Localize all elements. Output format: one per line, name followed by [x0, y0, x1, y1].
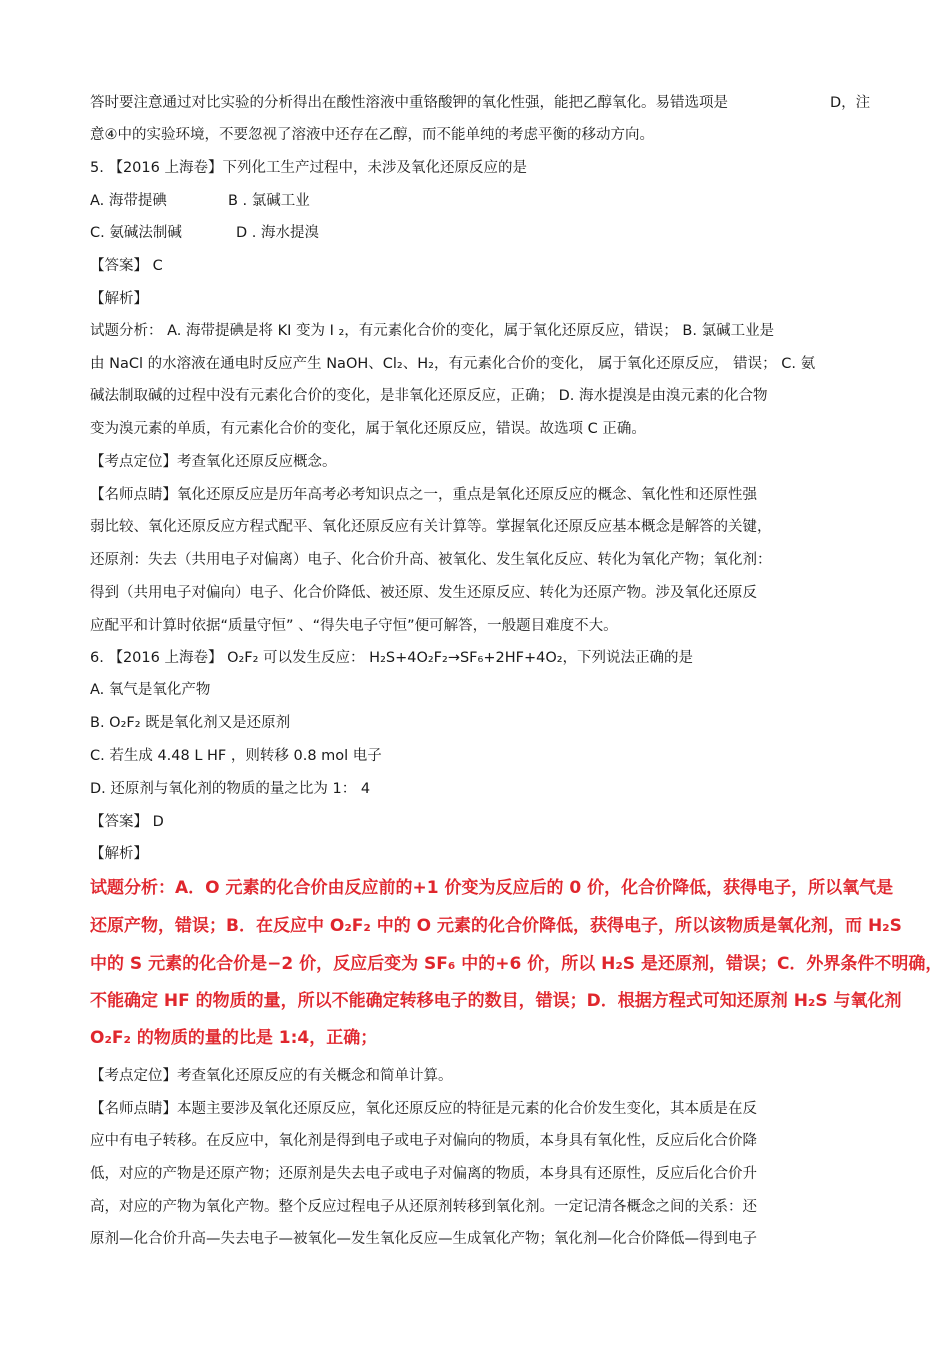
q5-option-d: D . 海水提溴 [236, 225, 319, 241]
q6-option-a: A. 氧气是氧化产物 [90, 682, 211, 698]
q6-option-b: B. O₂F₂ 既是氧化剂又是还原剂 [90, 715, 291, 731]
q6-analysis-red-line: 还原产物，错误；B．在反应中 O₂F₂ 中的 O 元素的化合价降低，获得电子，所以该物质是氧化剂，而 H₂S [90, 916, 902, 936]
q6-option-c: C. 若生成 4.48 L HF ，则转移 0.8 mol 电子 [90, 748, 382, 764]
q5-analysis-line: 碱法制取碱的过程中没有元素化合价的变化，是非氧化还原反应，正确； D. 海水提溴是由溴元素的化合物 [90, 388, 768, 404]
q6-mingshi-line: 【名师点睛】本题主要涉及氧化还原反应，氧化还原反应的特征是元素的化合价发生变化，其本质是在反 [90, 1101, 757, 1117]
q6-kaodian: 【考点定位】考查氧化还原反应的有关概念和简单计算。 [90, 1068, 453, 1084]
q5-mingshi-line: 弱比较、氧化还原反应方程式配平、氧化还原反应有关计算等。掌握氧化还原反应基本概念是解答的关键， [90, 519, 772, 535]
q6-analysis-red-line: 不能确定 HF 的物质的量，所以不能确定转移电子的数目，错误；D．根据方程式可知还原剂 H₂S 与氧化剂 [90, 991, 902, 1011]
q5-mingshi-line: 还原剂：失去（共用电子对偏离）电子、化合价升高、被氧化、发生氧化反应、转化为氧化产物；氧化剂： [90, 552, 772, 568]
q5-analysis-line: 由 NaCl 的水溶液在通电时反应产生 NaOH、Cl₂、H₂，有元素化合价的变化， 属于氧化还原反应， 错误； C. 氨 [90, 356, 816, 372]
q5-stem: 5. 【2016 上海卷】下列化工生产过程中，未涉及氧化还原反应的是 [90, 160, 527, 176]
intro-line-1-tail: D，注 [830, 95, 871, 111]
q6-analysis-red-line: 中的 S 元素的化合价是−2 价，反应后变为 SF₆ 中的+6 价，所以 H₂S 是还原剂，错误；C．外界条件不明确， [90, 954, 943, 974]
q6-mingshi-line: 高，对应的产物为氧化产物。整个反应过程电子从还原剂转移到氧化剂。一定记清各概念之间的关系：还 [90, 1199, 757, 1215]
q6-option-d: D. 还原剂与氧化剂的物质的量之比为 1： 4 [90, 781, 371, 797]
q5-analysis-label: 【解析】 [90, 291, 148, 307]
q6-mingshi-line: 应中有电子转移。在反应中，氧化剂是得到电子或电子对偏向的物质，本身具有氧化性，反应后化合价降 [90, 1133, 757, 1149]
q5-mingshi-line: 【名师点睛】氧化还原反应是历年高考必考知识点之一，重点是氧化还原反应的概念、氧化性和还原性强 [90, 487, 757, 503]
q5-mingshi-line: 应配平和计算时依据“质量守恒” 、“得失电子守恒”便可解答，一般题目难度不大。 [90, 618, 618, 634]
intro-line-1 [90, 93, 728, 113]
intro-line-2: 意④中的实验环境，不要忽视了溶液中还存在乙醇，而不能单纯的考虑平衡的移动方向。 [90, 127, 654, 143]
q6-mingshi-line: 原剂—化合价升高—失去电子—被氧化—发生氧化反应—生成氧化产物；氧化剂—化合价降低—得到电子 [90, 1231, 757, 1247]
q5-mingshi-line: 得到（共用电子对偏向）电子、化合价降低、被还原、发生还原反应、转化为还原产物。涉及氧化还原反 [90, 585, 757, 601]
q6-mingshi-line: 低，对应的产物是还原产物；还原剂是失去电子或电子对偏离的物质，本身具有还原性，反应后化合价升 [90, 1166, 757, 1182]
q6-analysis-red-line: O₂F₂ 的物质的量的比是 1:4，正确； [90, 1028, 378, 1048]
q5-option-b: B . 氯碱工业 [228, 193, 310, 209]
intro-text: 答时要注意通过对比实验的分析得出在酸性溶液中重铬酸钾的氧化性强，能把乙醇氧化。易错选项是 [90, 95, 728, 111]
q5-option-c: C. 氨碱法制碱 [90, 225, 182, 241]
q5-kaodian: 【考点定位】考查氧化还原反应概念。 [90, 454, 337, 470]
q6-stem: 6. 【2016 上海卷】 O₂F₂ 可以发生反应： H₂S+4O₂F₂→SF₆+2HF+4O₂，下列说法正确的是 [90, 650, 694, 666]
q6-answer: 【答案】 D [90, 814, 164, 830]
q5-answer: 【答案】 C [90, 258, 163, 274]
q6-analysis-red-line: 试题分析：A．O 元素的化合价由反应前的+1 价变为反应后的 0 价，化合价降低，获得电子，所以氧气是 [90, 878, 894, 898]
q5-analysis-line: 试题分析： A. 海带提碘是将 KI 变为 I ₂，有元素化合价的变化，属于氧化还原反应，错误； B. 氯碱工业是 [90, 323, 775, 339]
q5-analysis-line: 变为溴元素的单质，有元素化合价的变化，属于氧化还原反应，错误。故选项 C 正确。 [90, 421, 646, 437]
q6-analysis-label: 【解析】 [90, 846, 148, 862]
q5-option-a: A. 海带提碘 [90, 193, 167, 209]
